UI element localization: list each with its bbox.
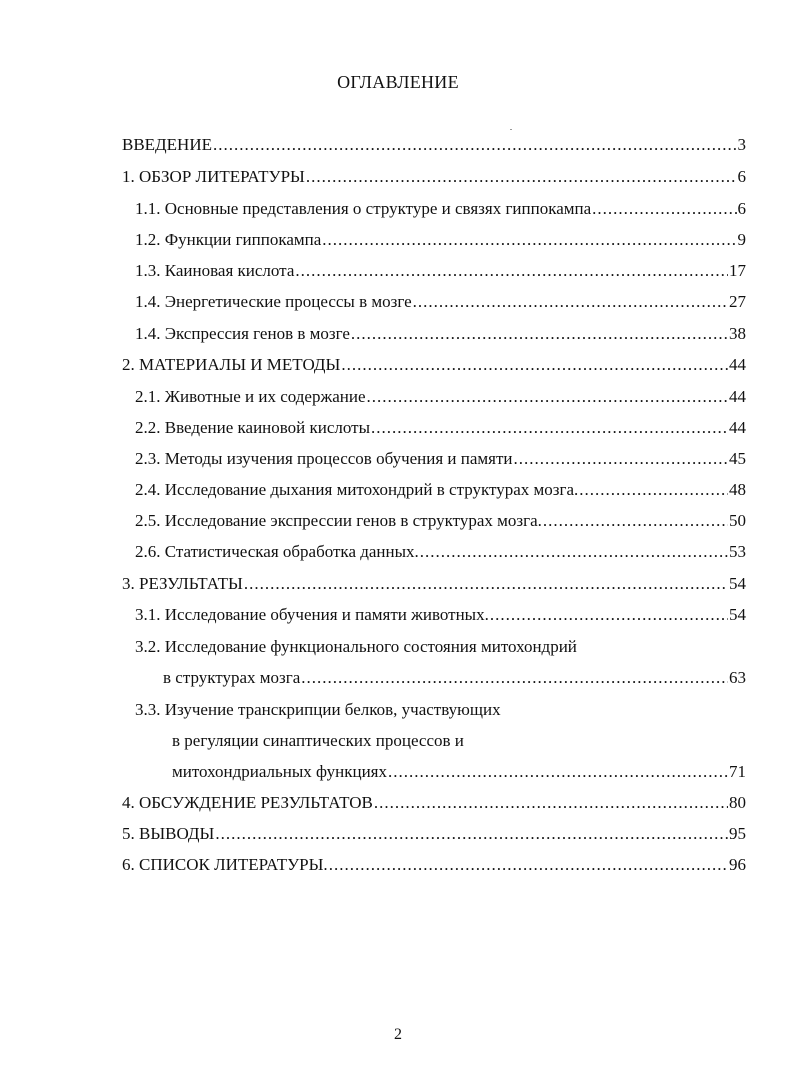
toc-entry[interactable]: [135, 478, 746, 502]
toc-entry-label: 2.4. Исследование дыхания митохондрий в структурах мозга.: [135, 480, 579, 499]
toc-leader-dots: [367, 385, 729, 409]
scan-speck: [510, 129, 512, 130]
toc-entry-label: 2. МАТЕРИАЛЫ И МЕТОДЫ: [122, 355, 341, 374]
toc-entry-page: 17: [729, 261, 746, 280]
toc-entry-label: 1.1. Основные представления о структуре и связях гиппокампа: [135, 199, 592, 218]
toc-entry[interactable]: [135, 416, 746, 440]
toc-leader-dots: [351, 322, 728, 346]
toc-leader-dots: [213, 133, 737, 157]
toc-entry[interactable]: [122, 165, 746, 189]
toc-entry-label: 2.3. Методы изучения процессов обучения и памяти: [135, 449, 513, 468]
toc-entry[interactable]: [122, 572, 746, 596]
toc-entry-continuation-line[interactable]: в регуляции синаптических процессов и: [172, 731, 464, 750]
toc-entry-page: 6: [737, 167, 746, 186]
toc-entry-page: 63: [729, 668, 746, 687]
toc-entry-page: 9: [737, 230, 746, 249]
toc-entry[interactable]: [122, 353, 746, 377]
toc-entry-heading-line[interactable]: 3.2. Исследование функционального состояния митохондрий: [135, 637, 577, 656]
toc-leader-dots: [244, 572, 728, 596]
toc-entry-label: 4. ОБСУЖДЕНИЕ РЕЗУЛЬТАТОВ: [122, 793, 373, 812]
toc-leader-dots: [329, 853, 728, 877]
toc-leader-dots: [420, 540, 728, 564]
toc-entry[interactable]: [135, 197, 746, 221]
toc-leader-dots: [301, 666, 728, 690]
toc-entry[interactable]: [122, 822, 746, 846]
toc-entry-page: 53: [729, 542, 746, 561]
toc-leader-dots: [413, 290, 728, 314]
toc-entry-label: 1.2. Функции гиппокампа: [135, 230, 322, 249]
toc-entry[interactable]: [122, 133, 746, 157]
toc-leader-dots: [543, 509, 728, 533]
toc-entry-label: 3.1. Исследование обучения и памяти животных.: [135, 605, 489, 624]
toc-leader-dots: [215, 822, 728, 846]
toc-leader-dots: [579, 478, 728, 502]
toc-entry-label: 5. ВЫВОДЫ: [122, 824, 215, 843]
toc-entry-label: ВВЕДЕНИЕ: [122, 135, 212, 154]
toc-entry-page: 50: [729, 511, 746, 530]
toc-entry-label: 1.3. Каиновая кислота: [135, 261, 295, 280]
toc-leader-dots: [371, 416, 728, 440]
toc-entry-page: 27: [729, 292, 746, 311]
toc-leader-dots: [592, 197, 736, 221]
toc-entry[interactable]: [135, 259, 746, 283]
toc-entry[interactable]: [172, 760, 746, 784]
toc-entry[interactable]: [122, 853, 746, 877]
page-title: ОГЛАВЛЕНИЕ: [337, 72, 459, 92]
toc-entry-label: 6. СПИСОК ЛИТЕРАТУРЫ.: [122, 855, 328, 874]
toc-leader-dots: [388, 760, 728, 784]
toc-entry-label: 2.6. Статистическая обработка данных.: [135, 542, 419, 561]
toc-entry-page: 54: [729, 574, 746, 593]
toc-leader-dots: [306, 165, 737, 189]
toc-entry-label: в структурах мозга: [163, 668, 301, 687]
toc-entry-page: 71: [729, 762, 746, 781]
toc-entry-label: 2.1. Животные и их содержание: [135, 387, 366, 406]
toc-entry-page: 44: [729, 355, 746, 374]
toc-entry-page: 96: [729, 855, 746, 874]
toc-entry[interactable]: [135, 322, 746, 346]
toc-entry-page: 6: [737, 199, 746, 218]
toc-entry[interactable]: [135, 540, 746, 564]
page-number: 2: [394, 1026, 402, 1043]
toc-entry-page: 45: [729, 449, 746, 468]
toc-leader-dots: [295, 259, 728, 283]
toc-entry-heading-line[interactable]: 3.3. Изучение транскрипции белков, участвующих: [135, 700, 501, 719]
toc-entry-page: 38: [729, 324, 746, 343]
toc-entry-label: 1.4. Энергетические процессы в мозге: [135, 292, 412, 311]
toc-entry[interactable]: [135, 290, 746, 314]
toc-entry-page: 95: [729, 824, 746, 843]
toc-entry-page: 48: [729, 480, 746, 499]
toc-entry-label: 1.4. Экспрессия генов в мозге: [135, 324, 350, 343]
toc-entry[interactable]: [163, 666, 746, 690]
toc-leader-dots: [490, 603, 728, 627]
toc-entry[interactable]: [135, 385, 746, 409]
toc-entry-label: 1. ОБЗОР ЛИТЕРАТУРЫ: [122, 167, 305, 186]
toc-entry[interactable]: [122, 791, 746, 815]
toc-entry-page: 54: [729, 605, 746, 624]
toc-entry-page: 44: [729, 418, 746, 437]
toc-entry-page: 44: [729, 387, 746, 406]
toc-entry[interactable]: [135, 509, 746, 533]
toc-entry-label: 2.5. Исследование экспрессии генов в структурах мозга.: [135, 511, 542, 530]
toc-entry-label: 3. РЕЗУЛЬТАТЫ: [122, 574, 243, 593]
toc-entry-page: 80: [729, 793, 746, 812]
toc-leader-dots: [322, 228, 736, 252]
toc-leader-dots: [514, 447, 728, 471]
toc-entry[interactable]: [135, 603, 746, 627]
toc-leader-dots: [374, 791, 728, 815]
toc-leader-dots: [341, 353, 728, 377]
toc-entry-label: 2.2. Введение каиновой кислоты: [135, 418, 371, 437]
toc-entry-label: митохондриальных функциях: [172, 762, 387, 781]
toc-entry-page: 3: [737, 135, 746, 154]
toc-entry[interactable]: [135, 228, 746, 252]
toc-entry[interactable]: [135, 447, 746, 471]
